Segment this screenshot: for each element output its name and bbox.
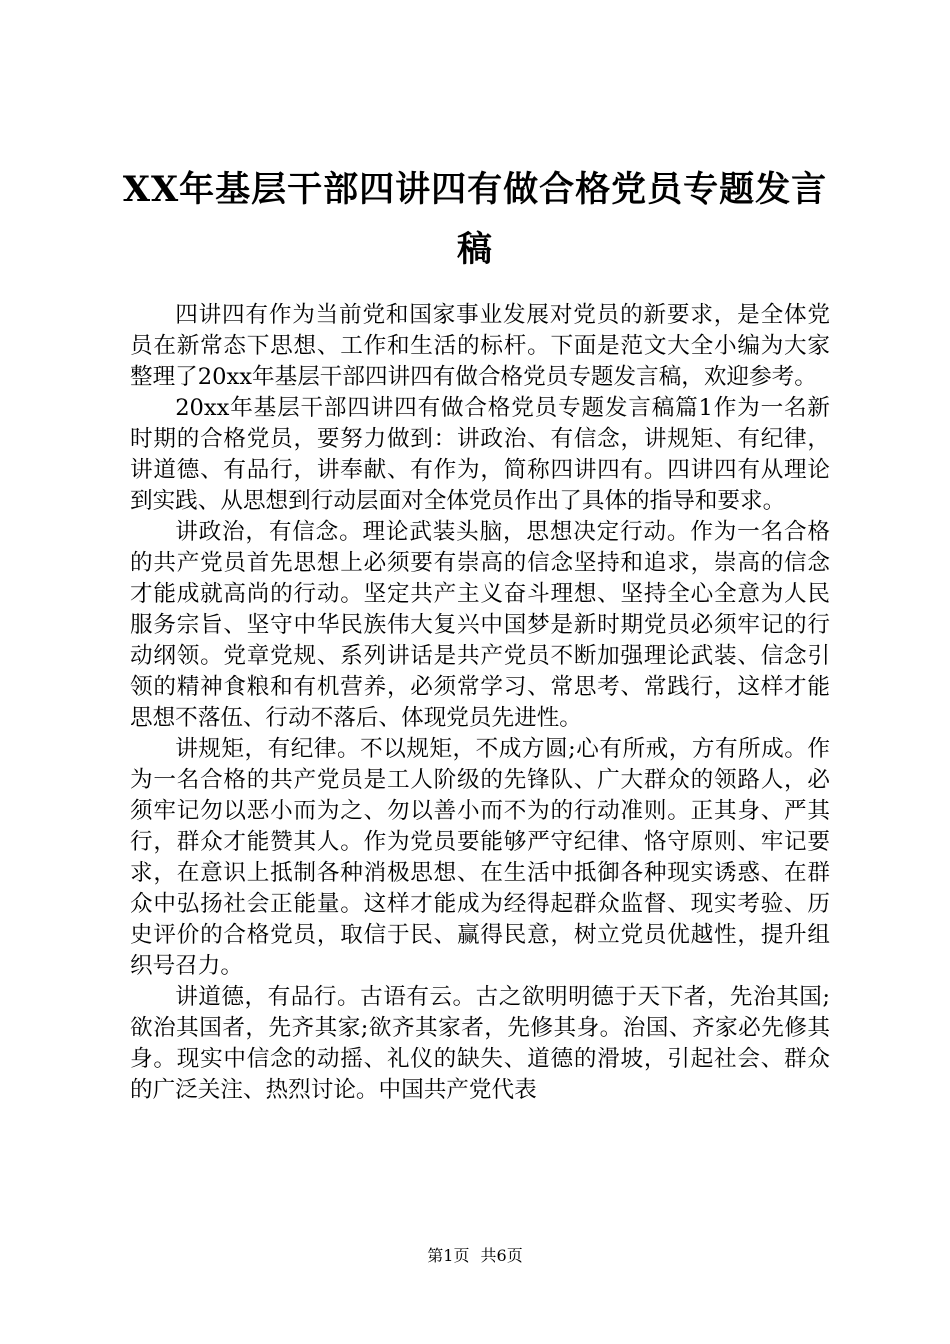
- paragraph-morality: 讲道德，有品行。古语有云。古之欲明明德于天下者，先治其国;欲治其国者，先齐其家;欲齐其家者，先修其身。治国、齐家必先修其身。现实中信念的动摇、礼仪的缺失、道德的滑坡，引起社会、群众的广泛关注、热烈讨论。中国共产党代表: [130, 984, 830, 1103]
- page-footer: [0, 1243, 950, 1266]
- document-title-line-2: 稿: [456, 229, 493, 270]
- page-number-total: 共6页: [480, 1246, 523, 1265]
- paragraph-overview: 20xx年基层干部四讲四有做合格党员专题发言稿篇1作为一名新时期的合格党员，要努力做到：讲政治、有信念，讲规矩、有纪律，讲道德、有品行，讲奉献、有作为，简称四讲四有。四讲四有从理论到实践、从思想到行动层面对全体党员作出了具体的指导和要求。: [130, 395, 830, 514]
- paragraph-politics: 讲政治，有信念。理论武装头脑，思想决定行动。作为一名合格的共产党员首先思想上必须要有崇高的信念坚持和追求，崇高的信念才能成就高尚的行动。坚定共产主义奋斗理想、坚持全心全意为人民服务宗旨、坚守中华民族伟大复兴中国梦是新时期党员必须牢记的行动纲领。党章党规、系列讲话是共产党员不断加强理论武装、信念引领的精神食粮和有机营养，必须常学习、常思考、常践行，这样才能思想不落伍、行动不落后、体现党员先进性。: [130, 519, 830, 731]
- document-title-line-1: XX年基层干部四讲四有做合格党员专题发言: [122, 169, 828, 210]
- paragraph-intro: 四讲四有作为当前党和国家事业发展对党员的新要求，是全体党员在新常态下思想、工作和生活的标杆。下面是范文大全小编为大家整理了20xx年基层干部四讲四有做合格党员专题发言稿，欢迎参考。: [130, 302, 830, 390]
- document-body: [130, 300, 830, 1106]
- page-number-current: 第1页: [427, 1246, 470, 1265]
- paragraph-rules: 讲规矩，有纪律。不以规矩，不成方圆;心有所戒，方有所成。作为一名合格的共产党员是工人阶级的先锋队、广大群众的领路人，必须牢记勿以恶小而为之、勿以善小而不为的行动准则。正其身、严其行，群众才能赞其人。作为党员要能够严守纪律、恪守原则、牢记要求，在意识上抵制各种消极思想、在生活中抵御各种现实诱惑、在群众中弘扬社会正能量。这样才能成为经得起群众监督、现实考验、历史评价的合格党员，取信于民、赢得民意，树立党员优越性，提升组织号召力。: [130, 736, 830, 979]
